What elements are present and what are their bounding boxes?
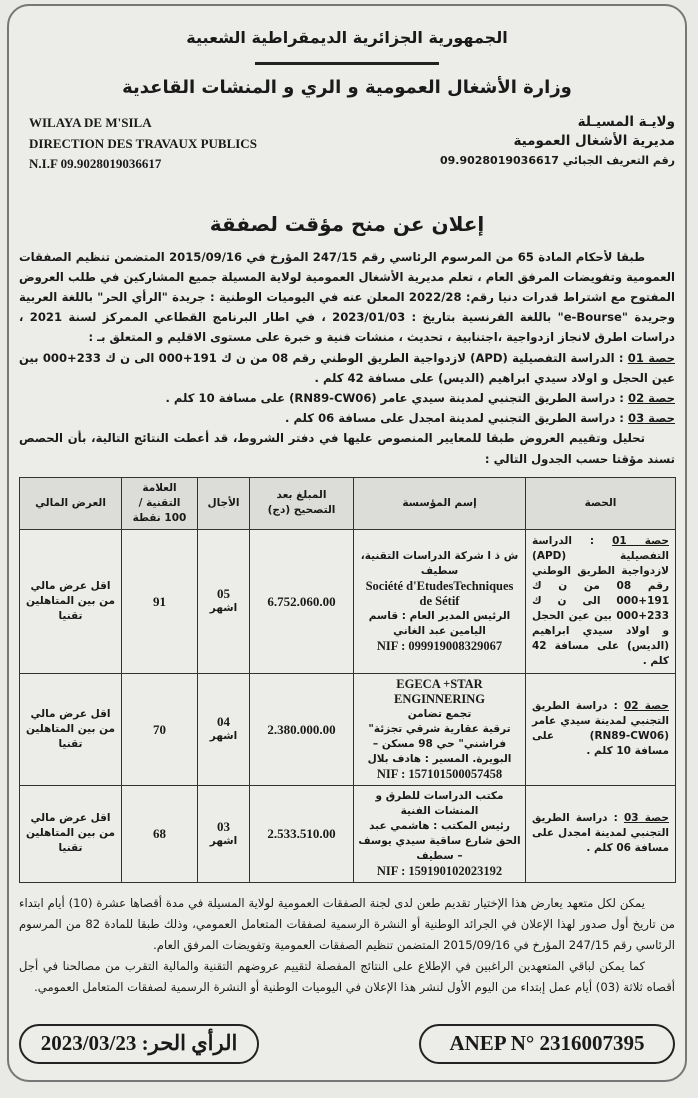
score-cell: 68 [122, 785, 198, 882]
arabic-header [440, 113, 675, 170]
table-row [20, 785, 676, 882]
fr-wilaya: WILAYA DE M'SILA [29, 115, 152, 130]
financial-cell: اقل عرض مالي من بين المتاهلين تقنيا [20, 673, 122, 785]
ar-direction: مديرية الأشغال العمومية [513, 133, 675, 149]
appeal-paragraph: يمكن لكل متعهد يعارض هذا الإختيار تقديم طعن لدى لجنة الصفقات العمومية لولاية المسيلة في مدة أقصاها عشرة (10) أيام ابتداء من تاريخ أول صدور لهذا الإعلان في الجرائد الوطنية أو النشرة الرسمية لصفقات المتعامل العمومي، وذلك طبقا للمادة 82 من المرسوم الرئاسي رقم 247/15 المؤرخ في 2015/09/16 المتضمن تنظيم الصفقات العمومية وتفويضات المرفق العام. [19, 895, 675, 952]
company-name-ar: تجمع تضامن [407, 707, 472, 720]
company-cell [354, 529, 526, 673]
ministry-title: وزارة الأشغال العمومية و الري و المنشات القاعدية [122, 77, 572, 98]
lot-label: حصة 01 [627, 350, 676, 365]
table-row [20, 529, 676, 673]
company-name-ar: ش ذ ا شركة الدراسات التقنية، سطيف [360, 549, 519, 577]
title-divider [255, 62, 439, 65]
company-nif: NIF : 157101500057458 [376, 766, 503, 781]
french-header [19, 113, 257, 175]
announcement-frame [7, 4, 687, 1082]
company-name-ar: مكتب الدراسات للطرق و المنشات الفنية [375, 789, 504, 817]
lot-label: حصة 02 [628, 390, 675, 405]
results-table [19, 477, 676, 883]
republic-title: الجمهورية الجزائرية الديمقراطية الشعبية [186, 28, 508, 47]
amount-cell: 2.533.510.00 [250, 785, 354, 882]
company-name-lat: EGECA +STAR ENGINNERING [394, 676, 485, 706]
lot-cell [526, 529, 676, 673]
lot-cell [526, 785, 676, 882]
amount-cell: 2.380.000.00 [250, 673, 354, 785]
company-details: ترقية عقارية شرقي تجزئة" فراشني" حي 98 مسكن – البويرة. المسير : هادف بلال [367, 722, 512, 765]
company-cell [354, 785, 526, 882]
lot-item [19, 408, 675, 428]
table-row [20, 673, 676, 785]
delay-number: 04 [217, 714, 230, 730]
col-amount: المبلغ بعد التصحيح (دج) [250, 477, 354, 529]
delay-number: 03 [217, 818, 230, 834]
company-cell [354, 673, 526, 785]
delay-cell [198, 673, 250, 785]
delay-unit: اشهر [209, 602, 238, 615]
lot-cell [526, 673, 676, 785]
col-company: إسم المؤسسة [354, 477, 526, 529]
company-nif: NIF : 099919008329067 [376, 638, 503, 653]
fr-nif: N.I.F 09.9028019036617 [29, 156, 162, 171]
fr-direction: DIRECTION DES TRAVAUX PUBLICS [29, 135, 257, 151]
lot-label: حصة 03 [623, 812, 670, 825]
lot-item [19, 348, 675, 388]
ar-nif: رقم التعريف الجبائي 09.9028019036617 [439, 154, 675, 167]
delay-unit: اشهر [209, 834, 238, 847]
newspaper-date-badge: الرأي الحر: 2023/03/23 [19, 1024, 259, 1064]
delay-cell [198, 785, 250, 882]
table-header-row [20, 477, 676, 529]
company-name-lat: Société d'EtudesTechniques de Sétif [365, 578, 514, 608]
amount-cell: 6.752.060.00 [250, 529, 354, 673]
lot-item [19, 388, 675, 408]
closing-section [19, 893, 675, 998]
col-delay: الأجال [198, 477, 250, 529]
lot-text: : دراسة الطريق التجنبي لمدينة سيدي عامر (RN89-CW06) على مسافة 10 كلم . [532, 700, 669, 758]
lot-label: حصة 01 [612, 534, 669, 547]
company-nif: NIF : 159190102023192 [376, 863, 503, 878]
intro-section [19, 247, 675, 469]
ar-wilaya: ولايـة المسيـلة [577, 114, 675, 130]
col-financial: العرض المالي [20, 477, 122, 529]
anep-number-badge: ANEP N° 2316007395 [419, 1024, 675, 1064]
analysis-paragraph: تحليل وتقييم العروض طبقا للمعايير المنصوص عليها في دفتر الشروط، قد أعطت النتائج التالية، بأن الحصص تسند مؤقتا حسب الجدول التالي : [19, 431, 675, 466]
delay-number: 05 [217, 586, 230, 602]
financial-cell: اقل عرض مالي من بين المتاهلين تقنيا [20, 785, 122, 882]
col-score: العلامة التقنية / 100 نقطة [122, 477, 198, 529]
delay-cell [198, 529, 250, 673]
intro-paragraph: طبقا لأحكام المادة 65 من المرسوم الرئاسي رقم 247/15 المؤرخ في 2015/09/16 المتضمن تنظيم الصفقات العمومية وتفويضات المرفق العام ، تعلم مديرية الأشغال العمومية لولاية المسيلة جميع المشاركين في طلب العروض المفتوح مع اشتراط قدرات دنيا رقم: 2022/28 المعلن عنه في اليوميات الوطنية : جريدة "الرأي الحر" باللغة العربية وجريدة "e-Bourse" باللغة الفرنسية بتاريخ : 2023/01/03 ، في اطار البرنامج القطاعي الممركز لسنة 2021 ، دراسات اطرق لانجاز ازدواجية ،اجتنابية ، تحديث ، منشات فنية و خبرة على مستوى الاقليم و المتعلق بـ : [19, 249, 675, 345]
lot-text: : الدراسة التفصيلية (APD) لازدواجية الطريق الوطني رقم 08 من ن ك 191+000 الى ن ك 233+000 بين عين الحجل و اولاد سيدي ابراهيم (الديس) على مسافة 42 كلم . [19, 350, 675, 385]
lot-text: : دراسة الطريق التجنبي لمدينة امجدل على مسافة 06 كلم . [285, 411, 624, 426]
announcement-title: إعلان عن منح مؤقت لصفقة [209, 211, 485, 236]
lot-label: حصة 02 [623, 700, 670, 713]
delay-unit: اشهر [209, 730, 238, 743]
invite-paragraph: كما يمكن لباقي المتعهدين الراغبين في الإطلاع على النتائج المفصلة لتقييم عروضهم التقنية والمالية التقرب من مصالحنا في أجل أقصاه ثلاثة (03) أيام عمل إبتداء من اليوم الأول لنشر هذا الإعلان في اليوميات الوطنية أو النشرة الرسمية لصفقات المتعامل العمومي. [19, 958, 675, 994]
col-lot: الحصة [526, 477, 676, 529]
score-cell: 70 [122, 673, 198, 785]
lot-label: حصة 03 [628, 411, 675, 426]
company-details: الرئيس المدير العام : قاسم اليامين عبد الغاني [368, 609, 511, 637]
lot-text: : دراسة الطريق التجنبي لمدينة امجدل على مسافة 06 كلم . [532, 812, 669, 855]
lot-text: : الدراسة التفصيلية (APD) لازدواجية الطريق الوطني رقم 08 من ن ك 191+000 الى ن ك 233+000 بين عين الحجل و اولاد سيدي ابراهيم (الديس) على مسافة 42 كلم . [532, 534, 669, 667]
financial-cell: اقل عرض مالي من بين المتاهلين تقنيا [20, 529, 122, 673]
company-details: رئيس المكتب : هاشمي عبد الحق شارع ساقية سيدي يوسف – سطيف [358, 819, 521, 862]
footer-row [19, 1024, 675, 1064]
lot-text: : دراسة الطريق التجنبي لمدينة سيدي عامر (RN89-CW06) على مسافة 10 كلم . [165, 390, 624, 405]
header-row [19, 113, 675, 175]
score-cell: 91 [122, 529, 198, 673]
